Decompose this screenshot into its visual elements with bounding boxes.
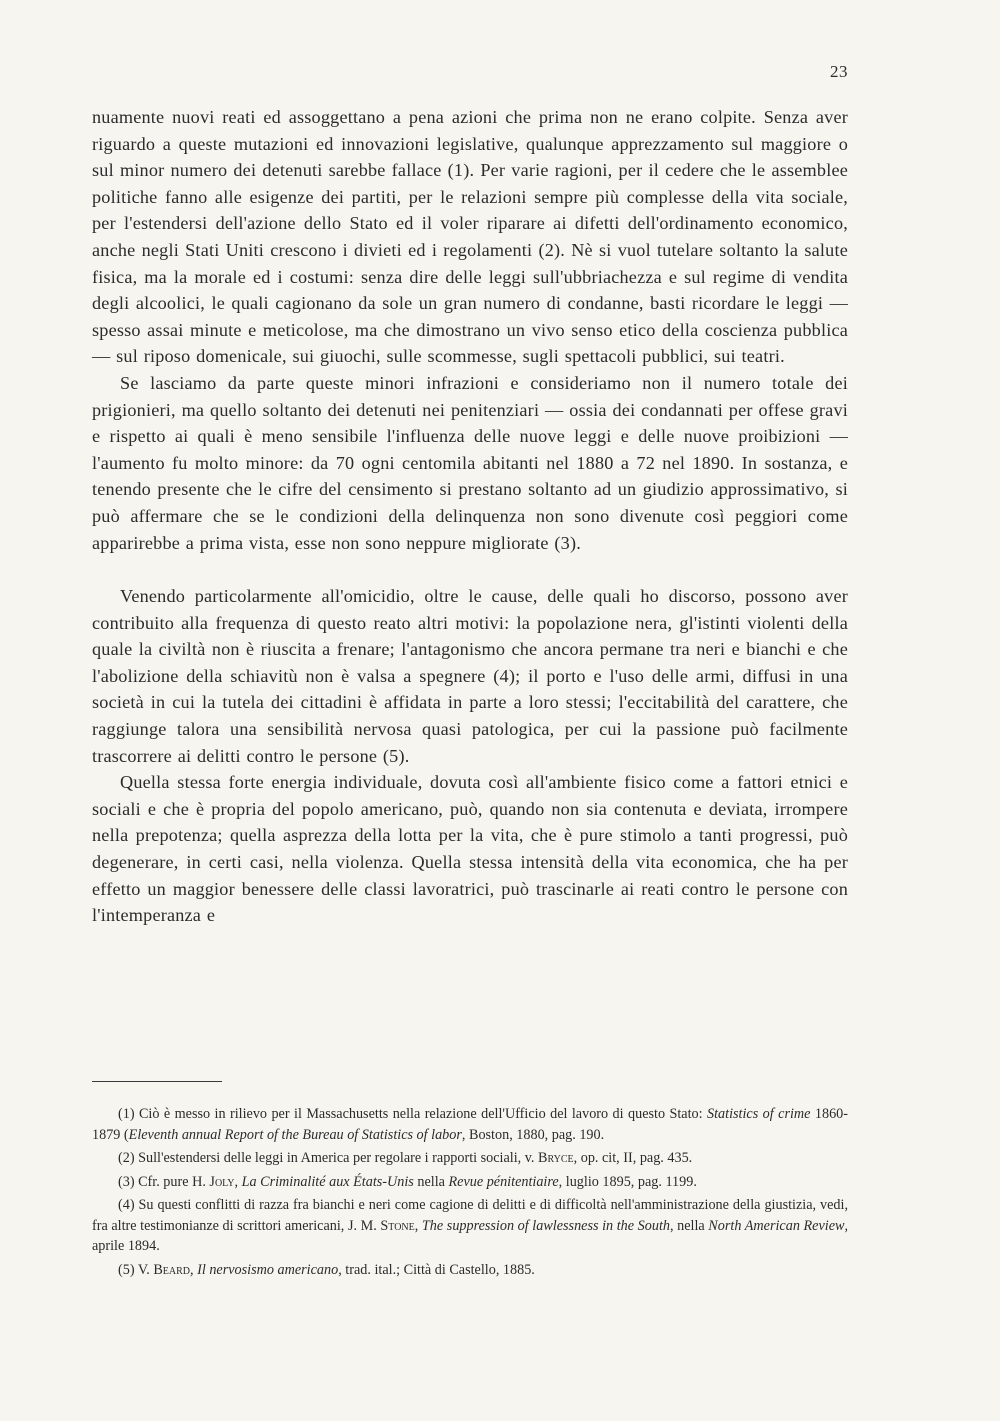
footnote-2 [92, 1148, 848, 1169]
footnote-4-journal: North American Review [708, 1217, 845, 1234]
body-text [92, 104, 848, 929]
page-number: 23 [830, 62, 848, 81]
footnote-4-author: Stone [380, 1217, 415, 1234]
footnote-3-journal: Revue pénitentiaire [448, 1173, 559, 1190]
footnote-2-text: , op. cit, II, pag. 435. [573, 1150, 693, 1166]
footnote-4 [92, 1195, 848, 1257]
footnote-1-title: Statistics of crime [707, 1106, 811, 1122]
footnote-separator [92, 1081, 222, 1082]
footnote-3 [92, 1172, 848, 1193]
paragraph-1: nuamente nuovi reati ed assoggettano a pena azioni che prima non ne erano colpite. Senza aver riguardo a queste mutazioni ed innovazioni legislative, qualunque apprezzamento sul maggiore o sul minor numero dei detenuti sarebbe fallace (1). Per varie ragioni, per il cedere che le assemblee politiche fanno alle esigenze dei partiti, per le relazioni sempre più complesse della vita sociale, per l'estendersi dell'azione dello Stato ed il voler riparare ai difetti dell'ordinamento economico, anche negli Stati Uniti crescono i divieti ed i regolamenti (2). Nè si vuol tutelare soltanto la salute fisica, ma la morale ed i costumi: senza dire delle leggi sull'ubbriachezza e sul regime di vendita degli alcoolici, le quali cagionano da sole un gran numero di condanne, basti ricordare le leggi — spesso assai minute e meticolose, ma che dimostrano un vivo senso etico della coscienza pubblica — sul riposo domenicale, sui giuochi, sulle scommesse, sugli spettacoli pubblici, sui teatri. [92, 107, 848, 367]
footnote-5-text: , [190, 1261, 198, 1278]
paragraph-4: Quella stessa forte energia individuale, dovuta così all'ambiente fisico come a fattori etnici e sociali e che è propria del popolo americano, può, quando non sia contenuta e deviata, irrompere nella prepotenza; quella asprezza della lotta per la vita, che è pure stimolo a tanti progressi, può degenerare, in certi casi, nella violenza. Quella stessa intensità della vita economica, che ha per effetto un maggior benessere delle classi lavoratrici, può trascinarle ai reati contro le persone con l'intemperanza e [92, 772, 848, 926]
footnote-5 [92, 1260, 848, 1281]
footnote-4-text: , aprile 1894. [92, 1217, 849, 1254]
footnote-2-text: (2) Sull'estendersi delle leggi in America per regolare i rapporti sociali, v. [118, 1150, 539, 1166]
footnote-4-text: , nella [669, 1217, 709, 1234]
footnote-2-author: Bryce [538, 1150, 574, 1166]
footnote-4-text: , [414, 1217, 422, 1234]
footnote-5-text: (5) V. [118, 1261, 154, 1278]
footnote-5-text: , trad. ital.; Città di Castello, 1885. [338, 1261, 535, 1278]
footnote-3-text: , [234, 1173, 242, 1190]
footnote-1-text: , Boston, 1880, pag. 190. [461, 1126, 605, 1143]
footnote-3-title: La Criminalité aux États-Unis [241, 1173, 414, 1190]
footnote-4-text: (4) Su questi conflitti di razza fra bianchi e neri come cagione di delitti e di difficoltà nell'amministrazione della giustizia, vedi, fra altre testimonianze di scrittori americani, J. M. [92, 1197, 848, 1234]
footnote-1-text: 1860-1879 ( [92, 1106, 848, 1143]
footnote-3-text: , luglio 1895, pag. 1199. [558, 1173, 697, 1190]
footnote-1-text: (1) Ciò è messo in rilievo per il Massachusetts nella relazione dell'Ufficio del lavoro di questo Stato: [118, 1106, 708, 1122]
footnote-3-author: Joly [209, 1173, 235, 1190]
footnote-4-title: The suppression of lawlessness in the South [421, 1217, 670, 1234]
footnotes [92, 1104, 848, 1283]
paragraph-2: Se lasciamo da parte queste minori infrazioni e consideriamo non il numero totale dei prigionieri, ma quello soltanto dei detenuti nei penitenziari — ossia dei condannati per offese gravi e rispetto ai quali è meno sensibile l'influenza delle nuove leggi e delle nuove proibizioni — l'aumento fu molto minore: da 70 ogni centomila abitanti nel 1880 a 72 nel 1890. In sostanza, e tenendo presente che le cifre del censimento si prestano soltanto ad un giudizio approssimativo, si può affermare che se le condizioni della delinquenza non sono divenute così peggiori come apparirebbe a prima vista, esse non sono neppure migliorate (3). [92, 372, 848, 553]
footnote-5-title: Il nervosismo americano [197, 1261, 339, 1278]
footnote-5-author: Beard [153, 1261, 191, 1278]
paragraph-3: Venendo particolarmente all'omicidio, oltre le cause, delle quali ho discorso, possono aver contribuito alla frequenza di questo reato altri motivi: la popolazione nera, gl'istinti violenti della quale la civiltà non è riuscita a frenare; l'antagonismo che ancora permane tra neri e bianchi e che l'abolizione della schiavitù non è valsa a spegnere (4); il porto e l'uso delle armi, diffusi in una società in cui la tutela dei cittadini è affidata in parte a loro stessi; l'eccitabilità del carattere, che raggiunge talora una sensibilità nervosa quasi patologica, per cui la passione può facilmente trascorrere ai delitti contro le persone (5). [92, 586, 848, 766]
footnote-3-text: (3) Cfr. pure H. [118, 1173, 210, 1190]
footnote-1 [92, 1104, 848, 1145]
footnote-1-report-title: Eleventh annual Report of the Bureau of Statistics of labor [128, 1126, 462, 1143]
footnote-3-text: nella [413, 1173, 449, 1190]
